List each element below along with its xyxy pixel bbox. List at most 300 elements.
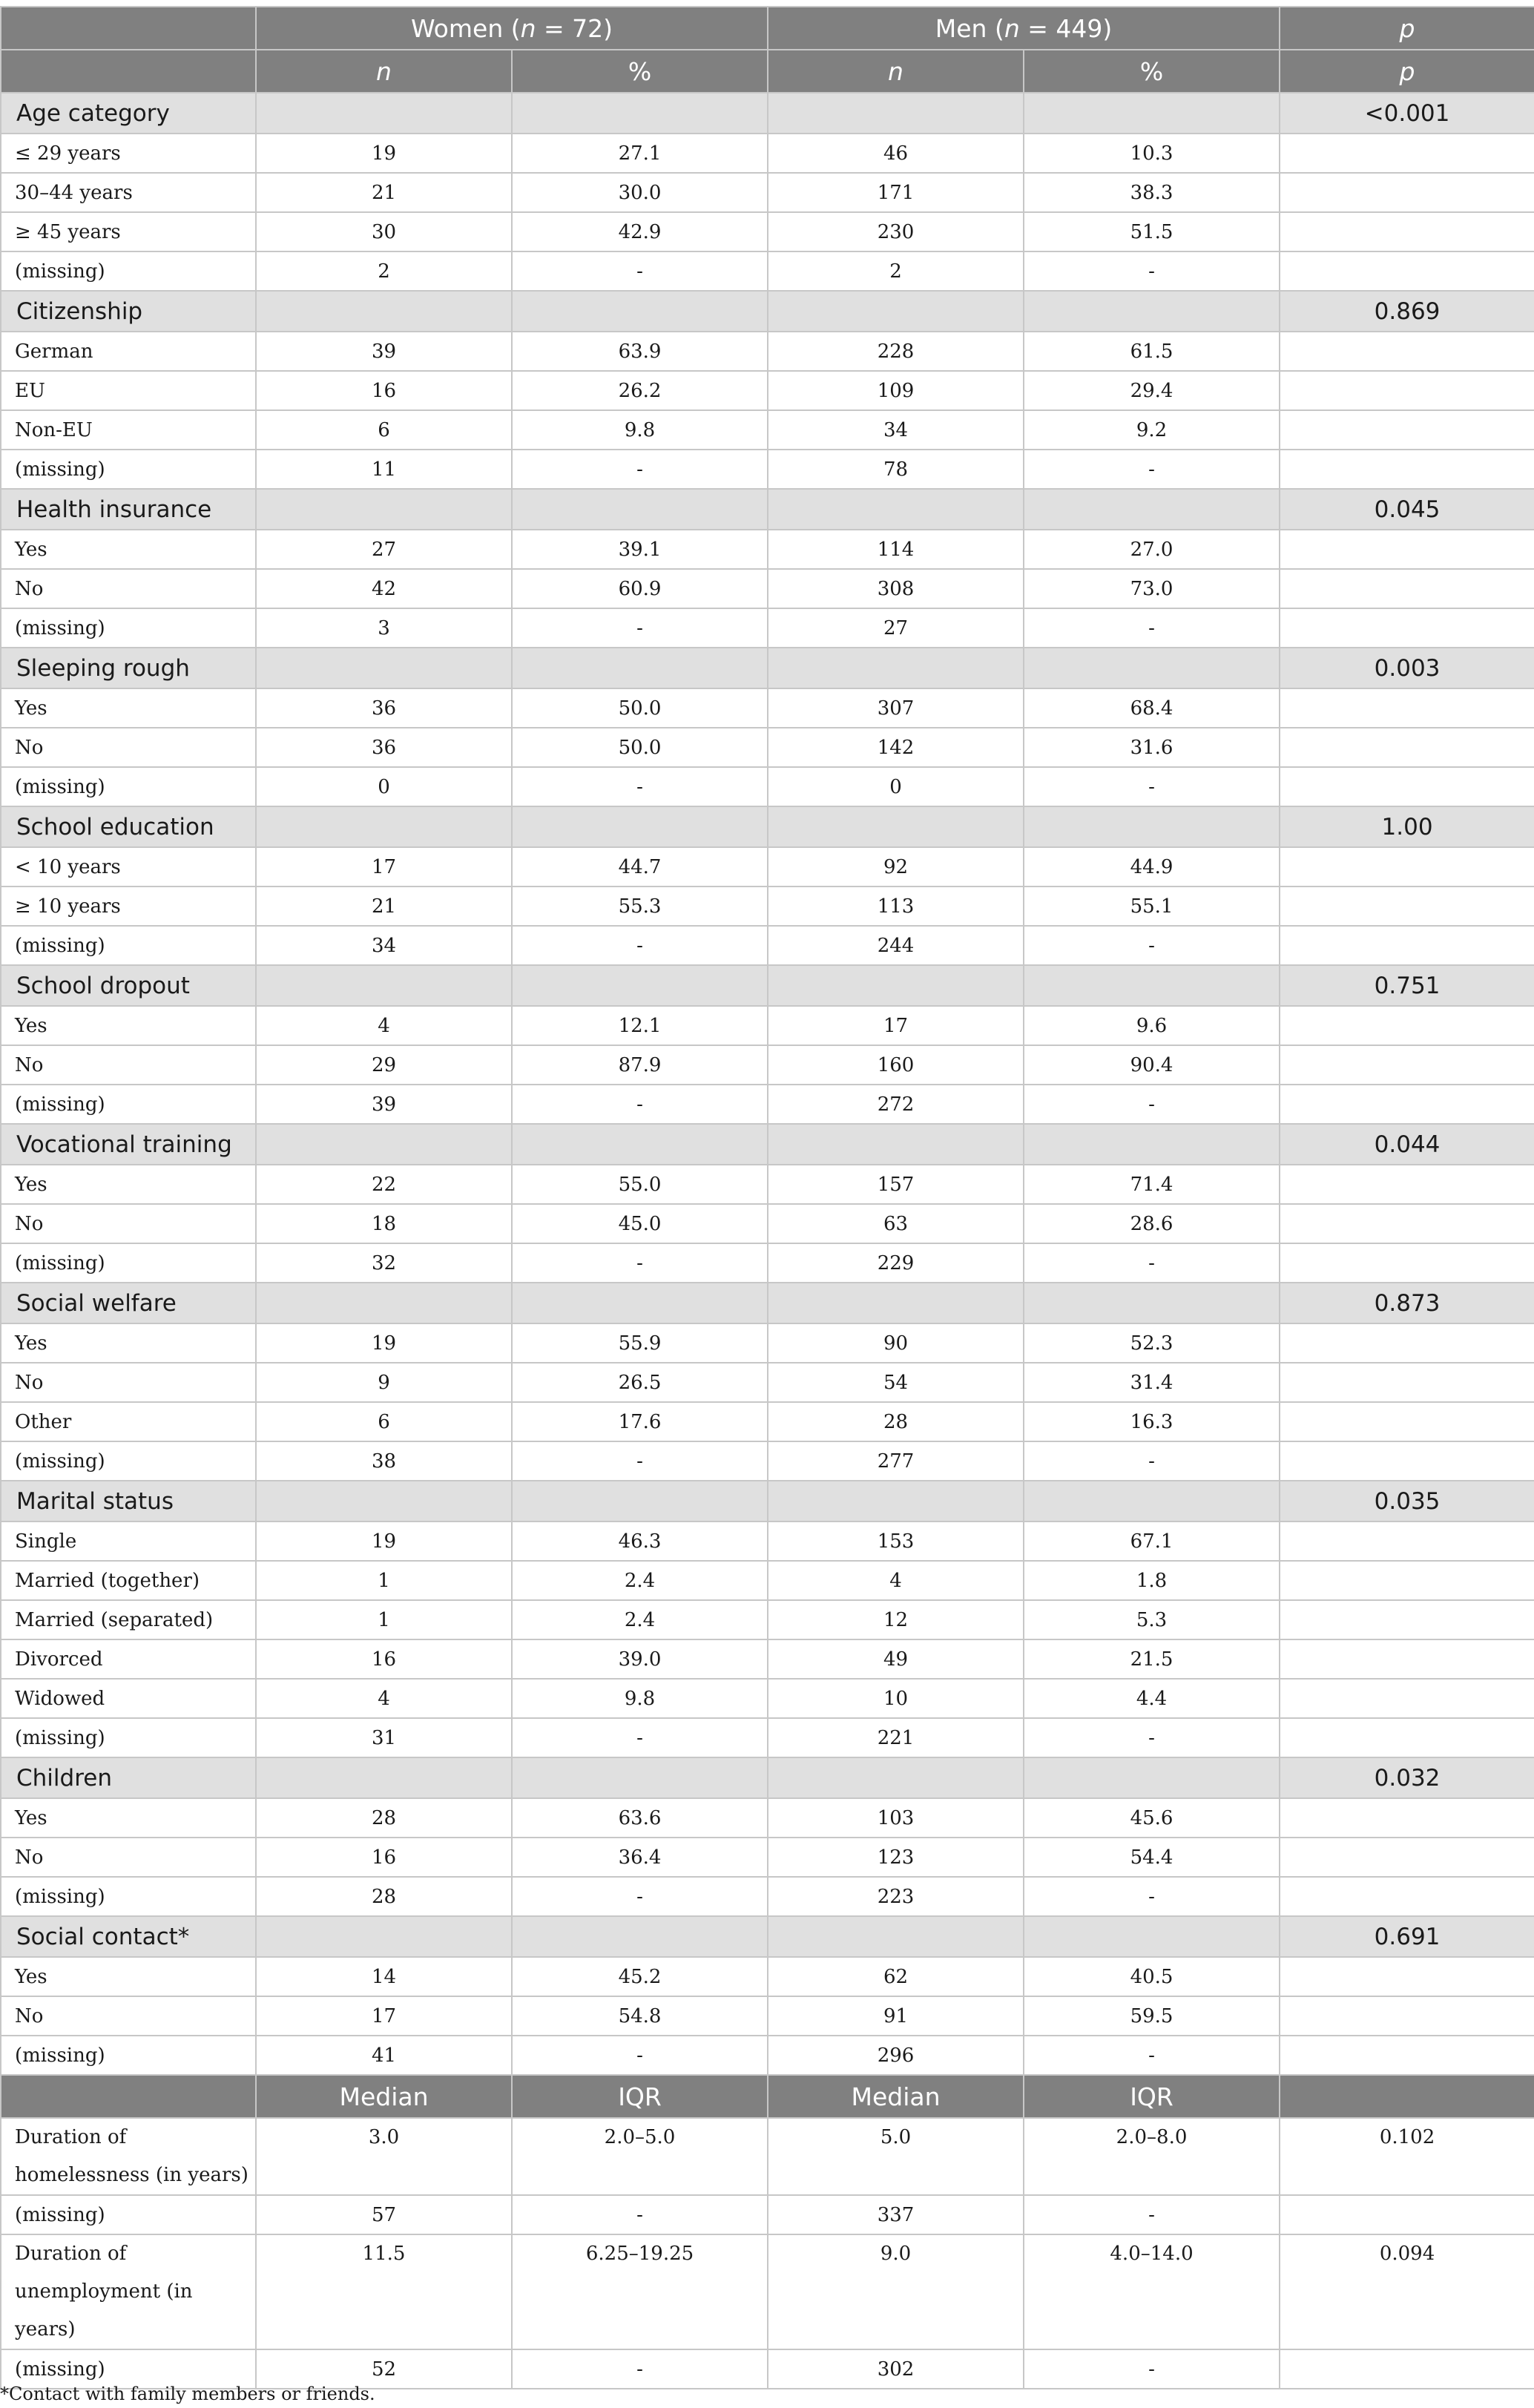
section-empty-cell	[1024, 1916, 1280, 1957]
row-value: 31.4	[1024, 1363, 1280, 1402]
row-value: 92	[768, 847, 1024, 886]
row-value: 78	[768, 450, 1024, 489]
row-label: Non-EU	[1, 410, 256, 450]
row-p-empty	[1280, 1718, 1534, 1757]
row-label: No	[1, 569, 256, 608]
row-p-empty	[1280, 332, 1534, 371]
row-p-empty	[1280, 1006, 1534, 1045]
row-p-empty	[1280, 1204, 1534, 1243]
row-value: 9.6	[1024, 1006, 1280, 1045]
section-p-value: 0.869	[1280, 291, 1534, 332]
row-value: 4	[768, 1561, 1024, 1600]
section-label: Social contact*	[1, 1916, 256, 1957]
subheader-women-pct: %	[512, 50, 768, 93]
row-value: 6	[256, 410, 512, 450]
row-value: 28.6	[1024, 1204, 1280, 1243]
row-value: 244	[768, 926, 1024, 965]
row-label: (missing)	[1, 450, 256, 489]
row-value: 11.5	[256, 2234, 512, 2349]
section-header-row	[1, 965, 1534, 1006]
section-p-value: 0.873	[1280, 1283, 1534, 1323]
row-value: 2.0–5.0	[512, 2118, 768, 2195]
table-row	[1, 886, 1534, 926]
row-label: Yes	[1, 530, 256, 569]
section-label: Social welfare	[1, 1283, 256, 1323]
row-value: 59.5	[1024, 1996, 1280, 2036]
section-p-value: 1.00	[1280, 806, 1534, 847]
section-empty-cell	[1024, 489, 1280, 530]
section-empty-cell	[768, 806, 1024, 847]
row-value: 17	[256, 847, 512, 886]
row-label: No	[1, 1996, 256, 2036]
row-value: 4.4	[1024, 1679, 1280, 1718]
section-empty-cell	[768, 1916, 1024, 1957]
row-value: 19	[256, 1522, 512, 1561]
row-value: 50.0	[512, 688, 768, 728]
row-value: 2.0–8.0	[1024, 2118, 1280, 2195]
row-value: 228	[768, 332, 1024, 371]
row-label: Yes	[1, 1323, 256, 1363]
row-value: 9.0	[768, 2234, 1024, 2349]
table-row	[1, 608, 1534, 648]
row-value: 44.9	[1024, 847, 1280, 886]
table-row	[1, 332, 1534, 371]
row-value: 45.0	[512, 1204, 768, 1243]
row-label: Divorced	[1, 1639, 256, 1679]
row-p-empty	[1280, 371, 1534, 410]
row-value: 40.5	[1024, 1957, 1280, 1996]
row-value: 337	[768, 2195, 1024, 2234]
subheader-women-n: n	[256, 50, 512, 93]
row-value: 26.2	[512, 371, 768, 410]
row-value: -	[1024, 450, 1280, 489]
row-p-empty	[1280, 212, 1534, 251]
row-value: 9.8	[512, 1679, 768, 1718]
row-value: -	[1024, 1877, 1280, 1916]
section-empty-cell	[1024, 1481, 1280, 1522]
row-label: (missing)	[1, 251, 256, 291]
row-label: 30–44 years	[1, 173, 256, 212]
table-row	[1, 212, 1534, 251]
section-empty-cell	[512, 93, 768, 134]
section-empty-cell	[768, 489, 1024, 530]
row-value: 3.0	[256, 2118, 512, 2195]
row-value: 28	[768, 1402, 1024, 1441]
header-row	[1, 7, 1534, 50]
row-value: 62	[768, 1957, 1024, 1996]
row-value: 30.0	[512, 173, 768, 212]
row-value: 5.0	[768, 2118, 1024, 2195]
section-empty-cell	[512, 1283, 768, 1323]
row-value: 18	[256, 1204, 512, 1243]
row-value: 22	[256, 1165, 512, 1204]
row-p-empty	[1280, 530, 1534, 569]
row-value: -	[512, 1877, 768, 1916]
row-p-empty	[1280, 728, 1534, 767]
section-empty-cell	[1024, 1757, 1280, 1798]
row-value: 50.0	[512, 728, 768, 767]
row-value: 12.1	[512, 1006, 768, 1045]
row-value: 63.6	[512, 1798, 768, 1838]
row-value: 2.4	[512, 1600, 768, 1639]
row-value: 67.1	[1024, 1522, 1280, 1561]
row-p-value: 0.094	[1280, 2234, 1534, 2349]
table-row	[1, 1718, 1534, 1757]
row-value: 10.3	[1024, 134, 1280, 173]
row-value: 31.6	[1024, 728, 1280, 767]
section-p-value: 0.691	[1280, 1916, 1534, 1957]
section-empty-cell	[256, 1916, 512, 1957]
row-value: -	[512, 2195, 768, 2234]
row-p-empty	[1280, 410, 1534, 450]
row-value: 44.7	[512, 847, 768, 886]
table-row	[1, 1243, 1534, 1283]
row-label: (missing)	[1, 1243, 256, 1283]
row-value: 16	[256, 1639, 512, 1679]
row-p-empty	[1280, 1996, 1534, 2036]
row-p-empty	[1280, 1957, 1534, 1996]
row-value: 68.4	[1024, 688, 1280, 728]
row-value: 160	[768, 1045, 1024, 1085]
section-label: Citizenship	[1, 291, 256, 332]
row-p-empty	[1280, 1085, 1534, 1124]
row-value: 9.8	[512, 410, 768, 450]
row-value: 41	[256, 2036, 512, 2075]
row-value: -	[512, 1718, 768, 1757]
row-value: 28	[256, 1877, 512, 1916]
section-label: Health insurance	[1, 489, 256, 530]
row-label: (missing)	[1, 1441, 256, 1481]
section-empty-cell	[768, 1481, 1024, 1522]
table-row	[1, 1363, 1534, 1402]
row-value: 16.3	[1024, 1402, 1280, 1441]
row-value: 51.5	[1024, 212, 1280, 251]
row-value: 52.3	[1024, 1323, 1280, 1363]
median-header-cell: IQR	[512, 2075, 768, 2118]
row-label: No	[1, 1838, 256, 1877]
row-value: 61.5	[1024, 332, 1280, 371]
header-corner	[1, 7, 256, 50]
row-value: -	[512, 767, 768, 806]
row-value: 21	[256, 173, 512, 212]
demographics-table	[0, 6, 1534, 2389]
section-p-value: <0.001	[1280, 93, 1534, 134]
section-empty-cell	[768, 1283, 1024, 1323]
section-empty-cell	[256, 806, 512, 847]
row-value: 4.0–14.0	[1024, 2234, 1280, 2349]
row-label: (missing)	[1, 2195, 256, 2234]
table-row	[1, 1441, 1534, 1481]
row-value: -	[512, 450, 768, 489]
row-value: 1	[256, 1600, 512, 1639]
table-row	[1, 251, 1534, 291]
row-value: 221	[768, 1718, 1024, 1757]
section-empty-cell	[256, 1124, 512, 1165]
section-empty-cell	[512, 806, 768, 847]
row-value: 21	[256, 886, 512, 926]
section-empty-cell	[768, 1757, 1024, 1798]
row-value: 29	[256, 1045, 512, 1085]
row-value: 36	[256, 728, 512, 767]
section-header-row	[1, 1124, 1534, 1165]
section-label: Sleeping rough	[1, 648, 256, 688]
row-p-empty	[1280, 1441, 1534, 1481]
row-value: 1	[256, 1561, 512, 1600]
section-label: Age category	[1, 93, 256, 134]
section-empty-cell	[512, 1916, 768, 1957]
section-empty-cell	[256, 1283, 512, 1323]
row-value: 27	[768, 608, 1024, 648]
row-p-empty	[1280, 1877, 1534, 1916]
row-value: 46	[768, 134, 1024, 173]
row-label: ≥ 45 years	[1, 212, 256, 251]
median-header-cell: IQR	[1024, 2075, 1280, 2118]
row-label: Yes	[1, 1165, 256, 1204]
table-row	[1, 1402, 1534, 1441]
median-row	[1, 2234, 1534, 2349]
row-value: 52	[256, 2349, 512, 2389]
section-empty-cell	[1024, 291, 1280, 332]
row-value: -	[1024, 2036, 1280, 2075]
row-p-empty	[1280, 1600, 1534, 1639]
row-value: 157	[768, 1165, 1024, 1204]
row-label: Duration of unemployment (in years)	[1, 2234, 256, 2349]
row-value: -	[1024, 1441, 1280, 1481]
row-value: 11	[256, 450, 512, 489]
row-label: Duration of homelessness (in years)	[1, 2118, 256, 2195]
section-p-value: 0.045	[1280, 489, 1534, 530]
row-p-empty	[1280, 886, 1534, 926]
row-label: Widowed	[1, 1679, 256, 1718]
table-row	[1, 767, 1534, 806]
row-value: 113	[768, 886, 1024, 926]
row-value: 277	[768, 1441, 1024, 1481]
row-value: 49	[768, 1639, 1024, 1679]
row-value: 63.9	[512, 332, 768, 371]
row-value: 55.3	[512, 886, 768, 926]
section-empty-cell	[768, 965, 1024, 1006]
row-value: 27	[256, 530, 512, 569]
row-value: 42	[256, 569, 512, 608]
section-empty-cell	[768, 648, 1024, 688]
row-value: -	[1024, 251, 1280, 291]
row-value: 54	[768, 1363, 1024, 1402]
row-value: -	[512, 1085, 768, 1124]
table-row	[1, 1165, 1534, 1204]
row-value: 55.9	[512, 1323, 768, 1363]
row-value: 19	[256, 1323, 512, 1363]
table-row	[1, 1045, 1534, 1085]
row-value: 3	[256, 608, 512, 648]
row-value: 2.4	[512, 1561, 768, 1600]
section-empty-cell	[256, 93, 512, 134]
row-label: < 10 years	[1, 847, 256, 886]
section-empty-cell	[1024, 806, 1280, 847]
row-value: -	[1024, 1718, 1280, 1757]
row-value: 54.4	[1024, 1838, 1280, 1877]
row-p-empty	[1280, 1798, 1534, 1838]
table-row	[1, 1957, 1534, 1996]
table-row	[1, 134, 1534, 173]
table-row	[1, 1996, 1534, 2036]
row-value: -	[1024, 608, 1280, 648]
section-label: Marital status	[1, 1481, 256, 1522]
row-p-empty	[1280, 1679, 1534, 1718]
row-p-empty	[1280, 1838, 1534, 1877]
median-header-row	[1, 2075, 1534, 2118]
table-row	[1, 450, 1534, 489]
row-p-value	[1280, 2349, 1534, 2389]
row-value: 109	[768, 371, 1024, 410]
row-value: -	[512, 2036, 768, 2075]
row-value: 63	[768, 1204, 1024, 1243]
subheader-corner	[1, 50, 256, 93]
row-p-empty	[1280, 1402, 1534, 1441]
row-value: 26.5	[512, 1363, 768, 1402]
row-p-empty	[1280, 688, 1534, 728]
row-value: -	[1024, 767, 1280, 806]
table-row	[1, 728, 1534, 767]
row-value: 2	[768, 251, 1024, 291]
row-p-empty	[1280, 1522, 1534, 1561]
section-header-row	[1, 291, 1534, 332]
table-row	[1, 1006, 1534, 1045]
footnote: *Contact with family members or friends.	[0, 2384, 375, 2404]
row-value: 103	[768, 1798, 1024, 1838]
row-p-empty	[1280, 847, 1534, 886]
row-value: 54.8	[512, 1996, 768, 2036]
median-header-cell: Median	[768, 2075, 1024, 2118]
subheader-men-n: n	[768, 50, 1024, 93]
row-label: German	[1, 332, 256, 371]
row-value: -	[1024, 2349, 1280, 2389]
row-value: 142	[768, 728, 1024, 767]
table-row	[1, 1204, 1534, 1243]
row-value: -	[512, 251, 768, 291]
row-value: 36	[256, 688, 512, 728]
row-value: 272	[768, 1085, 1024, 1124]
section-empty-cell	[512, 965, 768, 1006]
row-value: 46.3	[512, 1522, 768, 1561]
section-label: Children	[1, 1757, 256, 1798]
section-label: School dropout	[1, 965, 256, 1006]
section-header-row	[1, 806, 1534, 847]
row-value: 55.1	[1024, 886, 1280, 926]
section-empty-cell	[512, 1757, 768, 1798]
row-label: No	[1, 1204, 256, 1243]
section-p-value: 0.003	[1280, 648, 1534, 688]
row-value: 6	[256, 1402, 512, 1441]
row-value: 57	[256, 2195, 512, 2234]
row-value: 17.6	[512, 1402, 768, 1441]
section-header-row	[1, 1481, 1534, 1522]
table-row	[1, 1085, 1534, 1124]
median-header-corner	[1, 2075, 256, 2118]
section-empty-cell	[256, 648, 512, 688]
row-value: 10	[768, 1679, 1024, 1718]
header-p: p	[1280, 7, 1534, 50]
section-header-row	[1, 93, 1534, 134]
row-p-value	[1280, 2195, 1534, 2234]
table-row	[1, 1522, 1534, 1561]
section-p-value: 0.032	[1280, 1757, 1534, 1798]
table-row	[1, 2036, 1534, 2075]
row-value: 16	[256, 1838, 512, 1877]
row-value: -	[512, 926, 768, 965]
table-row	[1, 530, 1534, 569]
row-value: 114	[768, 530, 1024, 569]
section-header-row	[1, 489, 1534, 530]
section-empty-cell	[256, 291, 512, 332]
table-row	[1, 1798, 1534, 1838]
section-p-value: 0.751	[1280, 965, 1534, 1006]
section-empty-cell	[1024, 1283, 1280, 1323]
section-empty-cell	[1024, 93, 1280, 134]
row-p-empty	[1280, 926, 1534, 965]
row-value: -	[1024, 926, 1280, 965]
section-empty-cell	[256, 489, 512, 530]
row-value: -	[1024, 2195, 1280, 2234]
row-value: 4	[256, 1006, 512, 1045]
row-p-empty	[1280, 569, 1534, 608]
row-label: (missing)	[1, 1877, 256, 1916]
row-label: (missing)	[1, 926, 256, 965]
section-empty-cell	[512, 1124, 768, 1165]
table-row	[1, 1877, 1534, 1916]
table-row	[1, 1600, 1534, 1639]
row-label: No	[1, 1363, 256, 1402]
table-body	[1, 93, 1534, 2389]
section-empty-cell	[1024, 648, 1280, 688]
row-p-empty	[1280, 1045, 1534, 1085]
section-empty-cell	[512, 648, 768, 688]
table-row	[1, 173, 1534, 212]
section-empty-cell	[768, 93, 1024, 134]
row-value: 38	[256, 1441, 512, 1481]
row-label: Yes	[1, 688, 256, 728]
row-value: 2	[256, 251, 512, 291]
row-value: -	[1024, 1243, 1280, 1283]
table-row	[1, 1838, 1534, 1877]
median-row	[1, 2118, 1534, 2195]
row-p-empty	[1280, 1363, 1534, 1402]
row-value: 87.9	[512, 1045, 768, 1085]
subheader-men-pct: %	[1024, 50, 1280, 93]
row-value: 36.4	[512, 1838, 768, 1877]
row-value: 55.0	[512, 1165, 768, 1204]
row-value: 153	[768, 1522, 1024, 1561]
row-value: 28	[256, 1798, 512, 1838]
median-header-cell: Median	[256, 2075, 512, 2118]
section-label: School education	[1, 806, 256, 847]
row-value: 27.0	[1024, 530, 1280, 569]
section-empty-cell	[768, 1124, 1024, 1165]
row-value: 9.2	[1024, 410, 1280, 450]
row-value: 42.9	[512, 212, 768, 251]
row-value: 90.4	[1024, 1045, 1280, 1085]
section-header-row	[1, 1757, 1534, 1798]
row-p-empty	[1280, 1243, 1534, 1283]
row-label: (missing)	[1, 767, 256, 806]
row-value: 229	[768, 1243, 1024, 1283]
table-row	[1, 371, 1534, 410]
section-empty-cell	[256, 965, 512, 1006]
row-value: -	[512, 1441, 768, 1481]
section-empty-cell	[512, 489, 768, 530]
row-value: 17	[256, 1996, 512, 2036]
median-row	[1, 2195, 1534, 2234]
row-label: Single	[1, 1522, 256, 1561]
